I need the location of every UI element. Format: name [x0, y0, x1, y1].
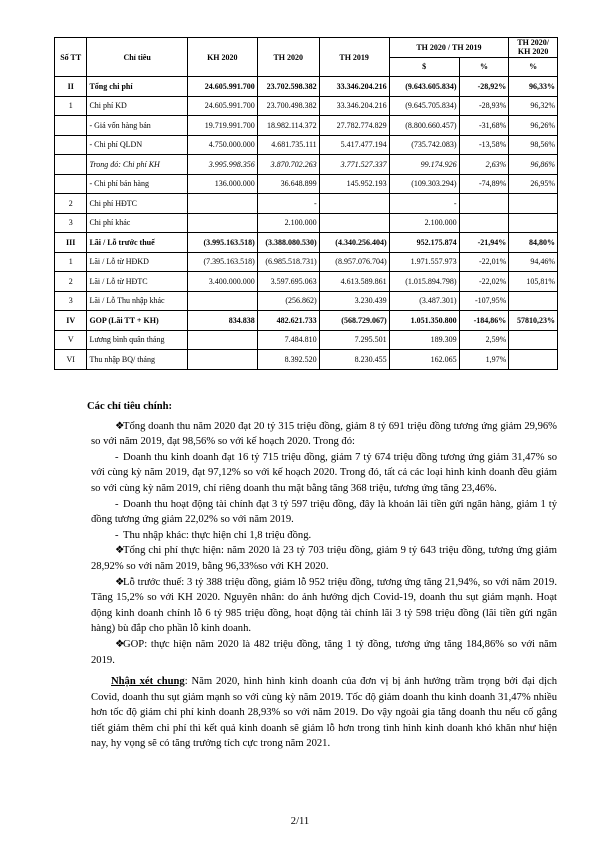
table-cell [187, 330, 257, 350]
table-cell: -74,89% [459, 174, 509, 194]
table-cell [187, 350, 257, 370]
list-item [91, 637, 557, 668]
table-cell: 1,97% [459, 350, 509, 370]
table-cell: 145.952.193 [319, 174, 389, 194]
table-cell: Chi phí khác [87, 213, 187, 233]
table-header-row [55, 38, 558, 58]
table-cell: -28,92% [459, 77, 509, 97]
table-cell: VI [55, 350, 87, 370]
table-cell: 4.613.589.861 [319, 272, 389, 292]
table-cell: (3.388.080.530) [257, 233, 319, 253]
table-cell [459, 194, 509, 214]
dash-bullet: - [115, 529, 119, 541]
table-cell: -13,58% [459, 135, 509, 155]
header-chi-tieu: Chỉ tiêu [87, 38, 187, 77]
list-item [91, 419, 557, 450]
table-cell: 2 [55, 194, 87, 214]
list-item [91, 575, 557, 637]
subheader-percent-1: % [459, 57, 509, 77]
table-cell: 26,95% [509, 174, 558, 194]
table-cell: 8.392.520 [257, 350, 319, 370]
table-cell: 189.309 [389, 330, 459, 350]
table-cell: Lãi / Lỗ từ HĐKD [87, 252, 187, 272]
table-cell: -31,68% [459, 116, 509, 136]
table-cell: (7.395.163.518) [187, 252, 257, 272]
list-item-text: GOP: thực hiện năm 2020 là 482 triệu đồng, tăng 1 tỷ đồng, tương ứng tăng 184,86% so với năm 2019. [91, 638, 557, 666]
table-cell: -21,94% [459, 233, 509, 253]
table-cell: 5.417.477.194 [319, 135, 389, 155]
table-cell [459, 213, 509, 233]
table-cell: 99.174.926 [389, 155, 459, 175]
table-cell: 23.702.598.382 [257, 77, 319, 97]
list-item [91, 528, 557, 544]
conclusion-label: Nhận xét chung [111, 676, 185, 688]
header-th2020-vs-th2019: TH 2020 / TH 2019 [389, 38, 509, 58]
table-cell: 2 [55, 272, 87, 292]
table-cell: 23.700.498.382 [257, 96, 319, 116]
table-cell: (3.995.163.518) [187, 233, 257, 253]
list-item-text: Doanh thu hoạt động tài chính đạt 3 tỷ 597 triệu đồng, đây là khoản lãi tiền gửi ngân hàng, giảm 1 tỷ đồng tương ứng giảm 22,02% so với năm 2019. [91, 498, 557, 526]
table-row [55, 174, 558, 194]
list-item [91, 450, 557, 497]
table-cell: 3.597.695.063 [257, 272, 319, 292]
table-row [55, 155, 558, 175]
table-cell: 2,63% [459, 155, 509, 175]
table-cell: 7.484.810 [257, 330, 319, 350]
table-cell: 94,46% [509, 252, 558, 272]
table-cell: 96,26% [509, 116, 558, 136]
table-cell: (568.729.067) [319, 311, 389, 331]
table-cell: 2.100.000 [257, 213, 319, 233]
table-cell: 96,33% [509, 77, 558, 97]
table-cell: -107,95% [459, 291, 509, 311]
table-cell: 18.982.114.372 [257, 116, 319, 136]
table-cell: Lương bình quân tháng [87, 330, 187, 350]
table-cell: (8.957.076.704) [319, 252, 389, 272]
table-cell: 96,32% [509, 96, 558, 116]
financial-table [54, 37, 558, 370]
table-cell: 1 [55, 96, 87, 116]
table-row [55, 252, 558, 272]
table-cell: 3 [55, 291, 87, 311]
table-cell [55, 116, 87, 136]
table-row [55, 96, 558, 116]
diamond-bullet-icon: ❖ [115, 420, 125, 432]
table-cell: -184,86% [459, 311, 509, 331]
table-cell [319, 213, 389, 233]
table-cell [509, 213, 558, 233]
table-cell: (3.487.301) [389, 291, 459, 311]
list-item-text: Lỗ trước thuế: 3 tỷ 388 triệu đồng, giảm lỗ 952 triệu đồng, tương ứng tăng 21,94%, so với năm 2019. Tăng 15,2% so với KH 2020. Nguyên nhân: do ảnh hưởng dịch Covid-19, doanh thu sụt giảm mạnh. Hoạt động kinh doanh chính lỗ 6 tỷ 985 triệu đồng, hoạt động tài chính lãi 3 tỷ 598 triệu đồng (lãi tiền gửi ngân hàng) bù đắp cho phần lỗ kinh doanh. [91, 576, 557, 635]
table-row [55, 272, 558, 292]
list-item [91, 497, 557, 528]
body-text [87, 399, 557, 763]
table-cell: 482.621.733 [257, 311, 319, 331]
table-cell: 4.681.735.111 [257, 135, 319, 155]
table-cell: III [55, 233, 87, 253]
header-th-2019: TH 2019 [319, 38, 389, 77]
table-cell: 4.750.000.000 [187, 135, 257, 155]
dash-bullet: - [115, 498, 119, 510]
table-cell: 19.719.991.700 [187, 116, 257, 136]
table-cell: - [257, 194, 319, 214]
table-cell: 834.838 [187, 311, 257, 331]
table-cell: 33.346.204.216 [319, 96, 389, 116]
table-row [55, 77, 558, 97]
table-cell: 33.346.204.216 [319, 77, 389, 97]
table-cell: 952.175.874 [389, 233, 459, 253]
table-cell: (6.985.518.731) [257, 252, 319, 272]
table-cell: (735.742.083) [389, 135, 459, 155]
conclusion-text: : Năm 2020, hình hình kinh doanh của đơn vị bị ảnh hưởng trầm trọng bởi đại dịch Covid, doanh thu sụt giảm mạnh so với cùng kỳ năm 2019. Tốc độ giảm doanh thu kinh doanh 31,47% nhiều hơn tốc độ giảm chi phí kinh doanh 28,93% so với năm 2019. Do vậy ngoài gia tăng doanh thu nếu cố gắng tiết giảm thêm chi phí thì kết quả kinh doanh sẽ giảm lỗ hơn trong tình hình kinh doanh khó khăn như hiện nay, hy vọng sẽ có tăng trưởng tích cực trong năm 2021. [91, 676, 557, 750]
dash-bullet: - [115, 451, 119, 463]
table-cell: (8.800.660.457) [389, 116, 459, 136]
table-cell: Chi phí HĐTC [87, 194, 187, 214]
table-cell: 3.870.702.263 [257, 155, 319, 175]
table-cell: 57810,23% [509, 311, 558, 331]
table-cell: 2.100.000 [389, 213, 459, 233]
table-cell: 1 [55, 252, 87, 272]
table-cell: - Giá vốn hàng bán [87, 116, 187, 136]
table-cell: (256.862) [257, 291, 319, 311]
list-item-text: Doanh thu kinh doanh đạt 16 tỷ 715 triệu đồng, giảm 7 tỷ 674 triệu đồng tương ứng giảm 31,47% so với cùng kỳ năm 2019, đạt 97,12% so với kế hoạch 2020. Trong đó, tất cả các loại hình kinh doanh đều giảm so với cùng kỳ năm 2019, chỉ riêng doanh thu mặt bằng tăng 368 triệu, tương ứng tăng 23,46%. [91, 451, 557, 494]
table-cell [509, 291, 558, 311]
header-kh-2020: KH 2020 [187, 38, 257, 77]
table-cell: -22,01% [459, 252, 509, 272]
list-item-text: Thu nhập khác: thực hiện chỉ 1,8 triệu đồng. [123, 529, 312, 541]
table-cell: - [389, 194, 459, 214]
table-row [55, 233, 558, 253]
list-item [91, 543, 557, 574]
table-cell: 96,86% [509, 155, 558, 175]
table-cell: V [55, 330, 87, 350]
subheader-percent-2: % [509, 57, 558, 77]
table-cell: Lãi / Lỗ từ HĐTC [87, 272, 187, 292]
table-cell: Tổng chi phí [87, 77, 187, 97]
items-list [91, 419, 557, 669]
list-item-text: Tổng chi phí thực hiện: năm 2020 là 23 tỷ 703 triệu đồng, giảm 9 tỷ 643 triệu đồng, tương ứng giảm 28,92% so với năm 2019, bằng 96,33%so với KH 2020. [91, 545, 557, 572]
table-cell: Lãi / Lỗ Thu nhập khác [87, 291, 187, 311]
table-cell: Lãi / Lỗ trước thuế [87, 233, 187, 253]
diamond-bullet-icon: ❖ [115, 576, 125, 588]
table-cell: Thu nhập BQ/ tháng [87, 350, 187, 370]
table-row [55, 350, 558, 370]
table-cell [509, 350, 558, 370]
table-cell: 3.400.000.000 [187, 272, 257, 292]
table-cell: 1.971.557.973 [389, 252, 459, 272]
table-row [55, 135, 558, 155]
table-cell [319, 194, 389, 214]
table-cell: (109.303.294) [389, 174, 459, 194]
table-cell: 24.605.991.700 [187, 77, 257, 97]
table-cell: 3.771.527.337 [319, 155, 389, 175]
table-cell: 2,59% [459, 330, 509, 350]
table-cell: 8.230.455 [319, 350, 389, 370]
table-cell: (9.643.605.834) [389, 77, 459, 97]
table-row [55, 291, 558, 311]
table-row [55, 116, 558, 136]
table-cell: Trong đó: Chi phí KH [87, 155, 187, 175]
header-th-2020: TH 2020 [257, 38, 319, 77]
subheader-dollar: $ [389, 57, 459, 77]
table-cell: - Chi phí QLDN [87, 135, 187, 155]
table-cell: 105,81% [509, 272, 558, 292]
table-cell: 136.000.000 [187, 174, 257, 194]
table-cell: 84,80% [509, 233, 558, 253]
diamond-bullet-icon: ❖ [115, 545, 125, 557]
table-cell: 1.051.350.800 [389, 311, 459, 331]
table-cell: -22,02% [459, 272, 509, 292]
table-cell: - Chi phí bán hàng [87, 174, 187, 194]
table-cell: (9.645.705.834) [389, 96, 459, 116]
table-row [55, 311, 558, 331]
table-cell: Chi phí KD [87, 96, 187, 116]
conclusion-paragraph [91, 674, 557, 752]
table-cell: II [55, 77, 87, 97]
header-stt: Số TT [55, 38, 87, 77]
table-cell: IV [55, 311, 87, 331]
table-cell [187, 291, 257, 311]
table-cell [187, 213, 257, 233]
header-th2020-vs-kh2020: TH 2020/ KH 2020 [509, 38, 558, 58]
table-cell: 24.605.991.700 [187, 96, 257, 116]
diamond-bullet-icon: ❖ [115, 638, 125, 650]
table-cell: 162.065 [389, 350, 459, 370]
table-cell [55, 155, 87, 175]
table-cell: 3 [55, 213, 87, 233]
table-cell [509, 330, 558, 350]
table-cell: (4.340.256.404) [319, 233, 389, 253]
table-cell: GOP (Lãi TT + KH) [87, 311, 187, 331]
table-row [55, 330, 558, 350]
table-cell [55, 135, 87, 155]
table-cell: 98,56% [509, 135, 558, 155]
page-number: 2/11 [290, 816, 310, 827]
table-cell [509, 194, 558, 214]
table-row [55, 194, 558, 214]
table-cell: -28,93% [459, 96, 509, 116]
table-cell: (1.015.894.798) [389, 272, 459, 292]
table-cell [187, 194, 257, 214]
table-cell [55, 174, 87, 194]
table-cell: 7.295.501 [319, 330, 389, 350]
table-cell: 36.648.899 [257, 174, 319, 194]
table-cell: 3.995.998.356 [187, 155, 257, 175]
table-cell: 27.782.774.829 [319, 116, 389, 136]
table-cell: 3.230.439 [319, 291, 389, 311]
table-row [55, 213, 558, 233]
section-heading: Các chỉ tiêu chính: [87, 401, 173, 412]
list-item-text: Tổng doanh thu năm 2020 đạt 20 tỷ 315 triệu đồng, giảm 8 tỷ 691 triệu đồng tương ứng giảm 29,96% so với năm 2019, đạt 98,56% so với kế hoạch 2020. Trong đó: [91, 420, 557, 448]
